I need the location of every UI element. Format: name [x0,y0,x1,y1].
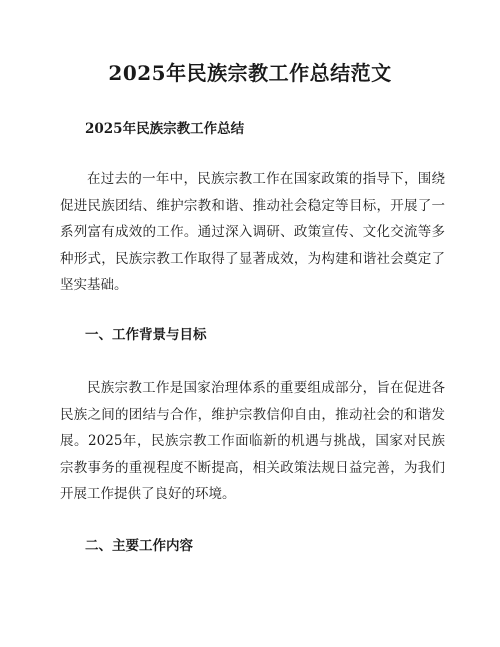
document-title: 2025年民族宗教工作总结范文 [108,61,392,85]
section-heading-background: 一、工作背景与目标 [85,327,207,343]
section-heading-main-work: 二、主要工作内容 [85,538,193,554]
paragraph-background: 民族宗教工作是国家治理体系的重要组成部分，旨在促进各民族之间的团结与合作，维护宗教信仰自由，推动社会的和谐发展。2025年，民族宗教工作面临新的机遇与挑战，国家对民族宗教事务的重视程度不断提高，相关政策法规日益完善，为我们开展工作提供了良好的环境。 [60,380,445,502]
document-subtitle: 2025年民族宗教工作总结 [85,121,245,137]
paragraph-intro: 在过去的一年中，民族宗教工作在国家政策的指导下，围绕促进民族团结、维护宗教和谐、推动社会稳定等目标，开展了一系列富有成效的工作。通过深入调研、政策宣传、文化交流等多种形式，民族宗教工作取得了显著成效，为构建和谐社会奠定了坚实基础。 [60,171,445,293]
